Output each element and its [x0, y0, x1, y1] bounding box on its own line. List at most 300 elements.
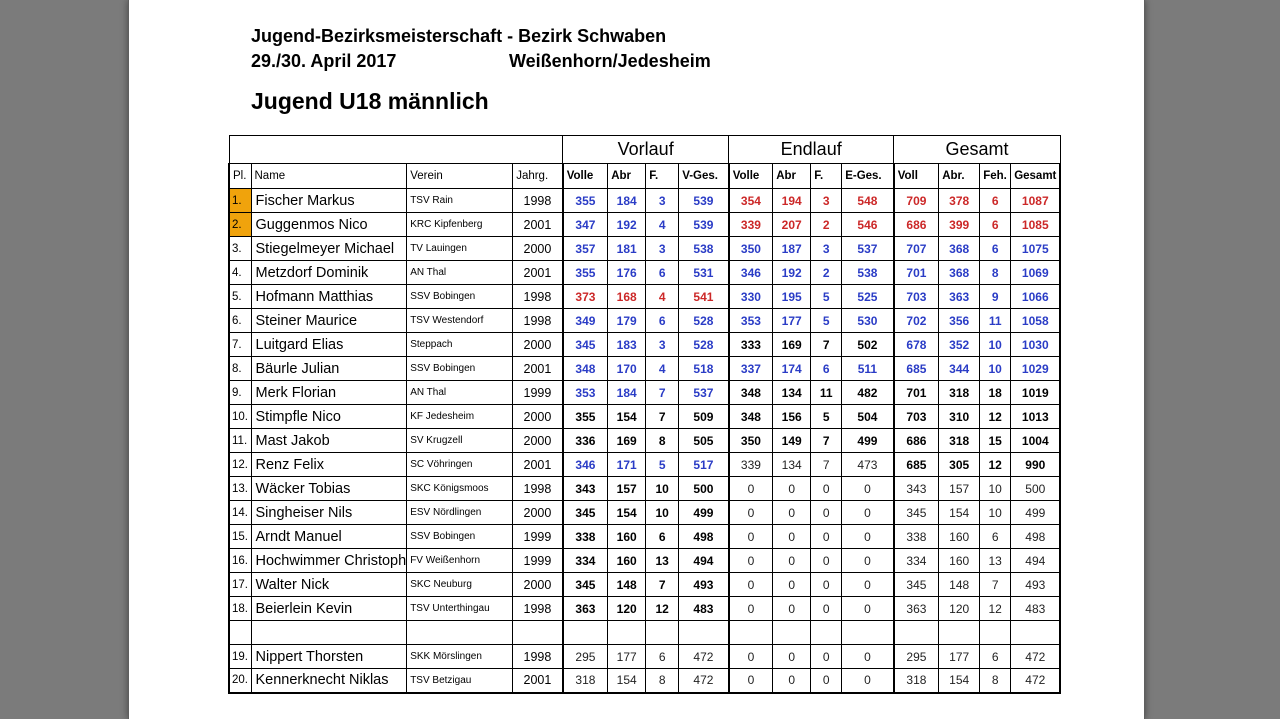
cell-rank: 8.: [229, 357, 251, 381]
col-header-name: Name: [251, 164, 407, 189]
cell-gesamt-3: 1066: [1011, 285, 1061, 309]
cell-endlauf-2: 0: [811, 645, 842, 669]
cell-endlauf-0: 0: [729, 525, 773, 549]
cell-endlauf-2: 6: [811, 357, 842, 381]
cell-gesamt-0: 702: [894, 309, 939, 333]
cell-vorlauf-0: 355: [563, 189, 608, 213]
cell-jahrg: 1998: [513, 477, 563, 501]
cell-vorlauf-1: 154: [608, 669, 646, 693]
cell-vorlauf-2: 7: [646, 405, 679, 429]
spacer-cell: [407, 621, 513, 645]
cell-endlauf-3: 0: [842, 525, 894, 549]
championship-title: Jugend-Bezirksmeisterschaft - Bezirk Schwaben: [251, 26, 667, 46]
cell-rank: 7.: [229, 333, 251, 357]
cell-endlauf-0: 333: [729, 333, 773, 357]
cell-vorlauf-0: 336: [563, 429, 608, 453]
cell-endlauf-1: 0: [773, 645, 811, 669]
col-header-e-abr: Abr: [773, 164, 811, 189]
cell-jahrg: 2000: [513, 405, 563, 429]
cell-gesamt-2: 11: [980, 309, 1011, 333]
cell-vorlauf-3: 539: [679, 189, 729, 213]
cell-name: Hofmann Matthias: [251, 285, 407, 309]
cell-vorlauf-3: 472: [679, 669, 729, 693]
cell-verein: ESV Nördlingen: [407, 501, 513, 525]
cell-verein: FV Weißenhorn: [407, 549, 513, 573]
cell-vorlauf-3: 518: [679, 357, 729, 381]
cell-gesamt-0: 363: [894, 597, 939, 621]
cell-vorlauf-3: 538: [679, 237, 729, 261]
cell-vorlauf-3: 505: [679, 429, 729, 453]
cell-vorlauf-3: 472: [679, 645, 729, 669]
cell-verein: SKC Neuburg: [407, 573, 513, 597]
cell-gesamt-2: 12: [980, 597, 1011, 621]
cell-vorlauf-3: 499: [679, 501, 729, 525]
cell-vorlauf-2: 6: [646, 645, 679, 669]
cell-endlauf-3: 0: [842, 549, 894, 573]
cell-endlauf-3: 0: [842, 597, 894, 621]
cell-name: Arndt Manuel: [251, 525, 407, 549]
cell-vorlauf-0: 355: [563, 261, 608, 285]
cell-jahrg: 1999: [513, 549, 563, 573]
spacer-cell: [646, 621, 679, 645]
cell-endlauf-2: 0: [811, 597, 842, 621]
cell-name: Guggenmos Nico: [251, 213, 407, 237]
table-row: [229, 573, 1060, 597]
cell-vorlauf-2: 10: [646, 501, 679, 525]
cell-jahrg: 1998: [513, 285, 563, 309]
cell-jahrg: 2000: [513, 573, 563, 597]
cell-gesamt-2: 8: [980, 261, 1011, 285]
cell-rank: 19.: [229, 645, 251, 669]
cell-endlauf-2: 7: [811, 429, 842, 453]
cell-endlauf-0: 350: [729, 237, 773, 261]
cell-gesamt-1: 148: [939, 573, 980, 597]
cell-vorlauf-2: 6: [646, 525, 679, 549]
cell-vorlauf-1: 184: [608, 381, 646, 405]
spacer-cell: [980, 621, 1011, 645]
spacer-cell: [563, 621, 608, 645]
cell-name: Bäurle Julian: [251, 357, 407, 381]
cell-endlauf-0: 339: [729, 453, 773, 477]
spacer-cell: [229, 621, 251, 645]
cell-endlauf-3: 0: [842, 645, 894, 669]
col-header-v-ges: V-Ges.: [679, 164, 729, 189]
col-header-e-volle: Volle: [729, 164, 773, 189]
cell-gesamt-3: 499: [1011, 501, 1061, 525]
cell-vorlauf-1: 184: [608, 189, 646, 213]
cell-gesamt-0: 318: [894, 669, 939, 693]
cell-vorlauf-1: 170: [608, 357, 646, 381]
cell-gesamt-3: 472: [1011, 669, 1061, 693]
cell-endlauf-2: 0: [811, 477, 842, 501]
cell-vorlauf-2: 6: [646, 261, 679, 285]
cell-gesamt-3: 1058: [1011, 309, 1061, 333]
cell-verein: TSV Rain: [407, 189, 513, 213]
date-location-line: [251, 51, 711, 73]
cell-name: Stimpfle Nico: [251, 405, 407, 429]
event-date: 29./30. April 2017: [251, 51, 397, 71]
cell-endlauf-3: 0: [842, 501, 894, 525]
cell-gesamt-3: 1013: [1011, 405, 1061, 429]
cell-gesamt-1: 318: [939, 429, 980, 453]
cell-endlauf-0: 0: [729, 597, 773, 621]
cell-gesamt-0: 343: [894, 477, 939, 501]
cell-endlauf-1: 187: [773, 237, 811, 261]
col-header-g-gesamt: Gesamt: [1011, 164, 1061, 189]
cell-endlauf-1: 169: [773, 333, 811, 357]
cell-vorlauf-1: 160: [608, 549, 646, 573]
cell-name: Hochwimmer Christoph: [251, 549, 407, 573]
cell-endlauf-2: 3: [811, 189, 842, 213]
table-row: [229, 477, 1060, 501]
spacer-cell: [251, 621, 407, 645]
cell-vorlauf-0: 318: [563, 669, 608, 693]
table-row: [229, 189, 1060, 213]
cell-gesamt-2: 6: [980, 189, 1011, 213]
cell-gesamt-2: 9: [980, 285, 1011, 309]
cell-gesamt-0: 334: [894, 549, 939, 573]
cell-endlauf-1: 195: [773, 285, 811, 309]
cell-vorlauf-2: 7: [646, 381, 679, 405]
cell-vorlauf-3: 509: [679, 405, 729, 429]
cell-name: Luitgard Elias: [251, 333, 407, 357]
cell-gesamt-0: 686: [894, 429, 939, 453]
cell-endlauf-2: 0: [811, 669, 842, 693]
cell-gesamt-2: 6: [980, 525, 1011, 549]
cell-endlauf-3: 511: [842, 357, 894, 381]
cell-vorlauf-3: 528: [679, 309, 729, 333]
table-row: [229, 285, 1060, 309]
cell-vorlauf-3: 539: [679, 213, 729, 237]
cell-gesamt-2: 18: [980, 381, 1011, 405]
cell-name: Merk Florian: [251, 381, 407, 405]
cell-vorlauf-0: 347: [563, 213, 608, 237]
table-row: [229, 645, 1060, 669]
cell-endlauf-0: 348: [729, 381, 773, 405]
cell-endlauf-0: 0: [729, 501, 773, 525]
cell-rank: 16.: [229, 549, 251, 573]
spacer-cell: [773, 621, 811, 645]
cell-gesamt-1: 363: [939, 285, 980, 309]
table-row: [229, 501, 1060, 525]
cell-endlauf-2: 0: [811, 501, 842, 525]
cell-rank: 1.: [229, 189, 251, 213]
cell-verein: TV Lauingen: [407, 237, 513, 261]
cell-gesamt-1: 154: [939, 501, 980, 525]
col-header-g-feh: Feh.: [980, 164, 1011, 189]
cell-verein: SKK Mörslingen: [407, 645, 513, 669]
cell-gesamt-2: 10: [980, 357, 1011, 381]
cell-gesamt-0: 345: [894, 501, 939, 525]
cell-gesamt-0: 701: [894, 381, 939, 405]
cell-gesamt-0: 685: [894, 453, 939, 477]
cell-endlauf-0: 353: [729, 309, 773, 333]
cell-verein: SKC Königsmoos: [407, 477, 513, 501]
cell-gesamt-3: 1085: [1011, 213, 1061, 237]
cell-vorlauf-1: 148: [608, 573, 646, 597]
cell-endlauf-1: 149: [773, 429, 811, 453]
category-title: Jugend U18 männlich: [251, 88, 489, 114]
cell-vorlauf-1: 192: [608, 213, 646, 237]
col-header-v-volle: Volle: [563, 164, 608, 189]
cell-name: Steiner Maurice: [251, 309, 407, 333]
cell-vorlauf-1: 171: [608, 453, 646, 477]
table-row: [229, 357, 1060, 381]
cell-gesamt-1: 318: [939, 381, 980, 405]
cell-vorlauf-2: 3: [646, 189, 679, 213]
cell-name: Kennerknecht Niklas: [251, 669, 407, 693]
cell-vorlauf-0: 343: [563, 477, 608, 501]
cell-vorlauf-0: 345: [563, 573, 608, 597]
table-row: [229, 333, 1060, 357]
cell-endlauf-1: 194: [773, 189, 811, 213]
cell-jahrg: 2001: [513, 357, 563, 381]
cell-gesamt-2: 15: [980, 429, 1011, 453]
cell-endlauf-2: 7: [811, 453, 842, 477]
cell-gesamt-0: 345: [894, 573, 939, 597]
cell-vorlauf-2: 4: [646, 285, 679, 309]
cell-endlauf-1: 174: [773, 357, 811, 381]
cell-verein: SV Krugzell: [407, 429, 513, 453]
cell-jahrg: 2000: [513, 237, 563, 261]
group-header-spacer: [229, 136, 563, 164]
cell-vorlauf-3: 541: [679, 285, 729, 309]
cell-verein: AN Thal: [407, 261, 513, 285]
cell-endlauf-1: 207: [773, 213, 811, 237]
cell-vorlauf-0: 357: [563, 237, 608, 261]
cell-endlauf-1: 134: [773, 453, 811, 477]
cell-endlauf-1: 0: [773, 597, 811, 621]
cell-vorlauf-2: 3: [646, 333, 679, 357]
table-row: [229, 213, 1060, 237]
cell-gesamt-1: 356: [939, 309, 980, 333]
cell-vorlauf-1: 168: [608, 285, 646, 309]
spacer-cell: [513, 621, 563, 645]
cell-vorlauf-0: 345: [563, 501, 608, 525]
cell-endlauf-2: 5: [811, 405, 842, 429]
spacer-cell: [679, 621, 729, 645]
cell-vorlauf-3: 531: [679, 261, 729, 285]
col-header-g-abr: Abr.: [939, 164, 980, 189]
col-header-e-ges: E-Ges.: [842, 164, 894, 189]
cell-vorlauf-0: 338: [563, 525, 608, 549]
results-table: [228, 135, 1061, 694]
cell-name: Walter Nick: [251, 573, 407, 597]
cell-verein: KF Jedesheim: [407, 405, 513, 429]
table-row: [229, 453, 1060, 477]
cell-gesamt-0: 678: [894, 333, 939, 357]
cell-rank: 13.: [229, 477, 251, 501]
cell-gesamt-3: 990: [1011, 453, 1061, 477]
cell-rank: 11.: [229, 429, 251, 453]
cell-endlauf-2: 0: [811, 549, 842, 573]
cell-vorlauf-0: 353: [563, 381, 608, 405]
cell-gesamt-3: 494: [1011, 549, 1061, 573]
cell-jahrg: 2001: [513, 213, 563, 237]
cell-jahrg: 1998: [513, 645, 563, 669]
cell-vorlauf-0: 363: [563, 597, 608, 621]
cell-endlauf-3: 499: [842, 429, 894, 453]
cell-endlauf-2: 2: [811, 213, 842, 237]
cell-rank: 15.: [229, 525, 251, 549]
cell-gesamt-2: 12: [980, 405, 1011, 429]
cell-rank: 12.: [229, 453, 251, 477]
cell-gesamt-3: 1004: [1011, 429, 1061, 453]
cell-endlauf-0: 0: [729, 573, 773, 597]
col-header-pl: Pl.: [229, 164, 251, 189]
cell-gesamt-1: 399: [939, 213, 980, 237]
cell-endlauf-1: 156: [773, 405, 811, 429]
cell-endlauf-2: 5: [811, 309, 842, 333]
event-location: Weißenhorn/Jedesheim: [509, 51, 711, 71]
spacer-cell: [729, 621, 773, 645]
cell-verein: Steppach: [407, 333, 513, 357]
cell-jahrg: 2000: [513, 429, 563, 453]
table-row: [229, 429, 1060, 453]
cell-vorlauf-3: 500: [679, 477, 729, 501]
document-header: [251, 26, 711, 73]
col-header-jahrg: Jahrg.: [513, 164, 563, 189]
cell-endlauf-1: 134: [773, 381, 811, 405]
cell-jahrg: 1998: [513, 597, 563, 621]
results-table-body: [229, 189, 1060, 693]
cell-vorlauf-1: 179: [608, 309, 646, 333]
cell-endlauf-0: 348: [729, 405, 773, 429]
cell-endlauf-1: 0: [773, 525, 811, 549]
cell-rank: 6.: [229, 309, 251, 333]
cell-name: Renz Felix: [251, 453, 407, 477]
cell-gesamt-3: 483: [1011, 597, 1061, 621]
cell-jahrg: 1998: [513, 189, 563, 213]
cell-gesamt-2: 8: [980, 669, 1011, 693]
cell-endlauf-3: 538: [842, 261, 894, 285]
cell-gesamt-3: 1069: [1011, 261, 1061, 285]
cell-rank: 10.: [229, 405, 251, 429]
cell-rank: 14.: [229, 501, 251, 525]
cell-gesamt-0: 338: [894, 525, 939, 549]
cell-vorlauf-1: 169: [608, 429, 646, 453]
cell-name: Beierlein Kevin: [251, 597, 407, 621]
cell-endlauf-0: 350: [729, 429, 773, 453]
cell-rank: 4.: [229, 261, 251, 285]
spacer-cell: [608, 621, 646, 645]
cell-endlauf-0: 339: [729, 213, 773, 237]
cell-endlauf-0: 330: [729, 285, 773, 309]
cell-vorlauf-1: 154: [608, 405, 646, 429]
cell-name: Metzdorf Dominik: [251, 261, 407, 285]
cell-rank: 2.: [229, 213, 251, 237]
cell-endlauf-0: 0: [729, 669, 773, 693]
cell-gesamt-1: 368: [939, 237, 980, 261]
spacer-cell: [842, 621, 894, 645]
col-header-v-abr: Abr: [608, 164, 646, 189]
cell-gesamt-1: 344: [939, 357, 980, 381]
cell-endlauf-1: 0: [773, 573, 811, 597]
cell-gesamt-1: 157: [939, 477, 980, 501]
cell-gesamt-3: 1029: [1011, 357, 1061, 381]
cell-endlauf-3: 482: [842, 381, 894, 405]
cell-vorlauf-2: 3: [646, 237, 679, 261]
cell-endlauf-1: 177: [773, 309, 811, 333]
cell-endlauf-0: 346: [729, 261, 773, 285]
cell-vorlauf-2: 4: [646, 357, 679, 381]
spacer-cell: [894, 621, 939, 645]
col-header-e-f: F.: [811, 164, 842, 189]
cell-gesamt-1: 120: [939, 597, 980, 621]
cell-endlauf-3: 537: [842, 237, 894, 261]
cell-gesamt-0: 703: [894, 285, 939, 309]
cell-endlauf-2: 7: [811, 333, 842, 357]
cell-jahrg: 2001: [513, 261, 563, 285]
cell-rank: 5.: [229, 285, 251, 309]
cell-vorlauf-0: 348: [563, 357, 608, 381]
spacer-cell: [939, 621, 980, 645]
cell-vorlauf-3: 483: [679, 597, 729, 621]
cell-endlauf-2: 5: [811, 285, 842, 309]
document-page: [128, 0, 1145, 719]
table-row: [229, 405, 1060, 429]
cell-endlauf-0: 337: [729, 357, 773, 381]
spacer-cell: [1011, 621, 1061, 645]
cell-gesamt-3: 498: [1011, 525, 1061, 549]
cell-vorlauf-0: 349: [563, 309, 608, 333]
cell-gesamt-1: 368: [939, 261, 980, 285]
cell-gesamt-0: 709: [894, 189, 939, 213]
table-row: [229, 597, 1060, 621]
cell-vorlauf-1: 160: [608, 525, 646, 549]
cell-gesamt-3: 1030: [1011, 333, 1061, 357]
cell-gesamt-3: 493: [1011, 573, 1061, 597]
cell-vorlauf-2: 13: [646, 549, 679, 573]
cell-gesamt-2: 10: [980, 333, 1011, 357]
cell-vorlauf-0: 355: [563, 405, 608, 429]
cell-vorlauf-1: 177: [608, 645, 646, 669]
cell-endlauf-0: 354: [729, 189, 773, 213]
cell-vorlauf-0: 295: [563, 645, 608, 669]
cell-gesamt-1: 305: [939, 453, 980, 477]
cell-vorlauf-3: 498: [679, 525, 729, 549]
col-header-verein: Verein: [407, 164, 513, 189]
cell-gesamt-2: 10: [980, 477, 1011, 501]
cell-rank: 18.: [229, 597, 251, 621]
cell-verein: TSV Betzigau: [407, 669, 513, 693]
cell-gesamt-2: 6: [980, 645, 1011, 669]
group-header-gesamt: Gesamt: [894, 136, 1061, 164]
cell-endlauf-0: 0: [729, 477, 773, 501]
cell-vorlauf-1: 181: [608, 237, 646, 261]
cell-gesamt-2: 10: [980, 501, 1011, 525]
group-header-endlauf: Endlauf: [729, 136, 894, 164]
table-row: [229, 525, 1060, 549]
cell-vorlauf-1: 176: [608, 261, 646, 285]
cell-endlauf-1: 0: [773, 669, 811, 693]
cell-endlauf-0: 0: [729, 645, 773, 669]
cell-gesamt-2: 6: [980, 213, 1011, 237]
cell-gesamt-2: 13: [980, 549, 1011, 573]
cell-verein: SC Vöhringen: [407, 453, 513, 477]
cell-gesamt-3: 1019: [1011, 381, 1061, 405]
cell-endlauf-2: 2: [811, 261, 842, 285]
col-header-g-voll: Voll: [894, 164, 939, 189]
cell-endlauf-1: 0: [773, 477, 811, 501]
cell-name: Wäcker Tobias: [251, 477, 407, 501]
cell-rank: 9.: [229, 381, 251, 405]
spacer-row: [229, 621, 1060, 645]
cell-name: Nippert Thorsten: [251, 645, 407, 669]
cell-vorlauf-1: 157: [608, 477, 646, 501]
cell-verein: SSV Bobingen: [407, 357, 513, 381]
cell-gesamt-3: 472: [1011, 645, 1061, 669]
